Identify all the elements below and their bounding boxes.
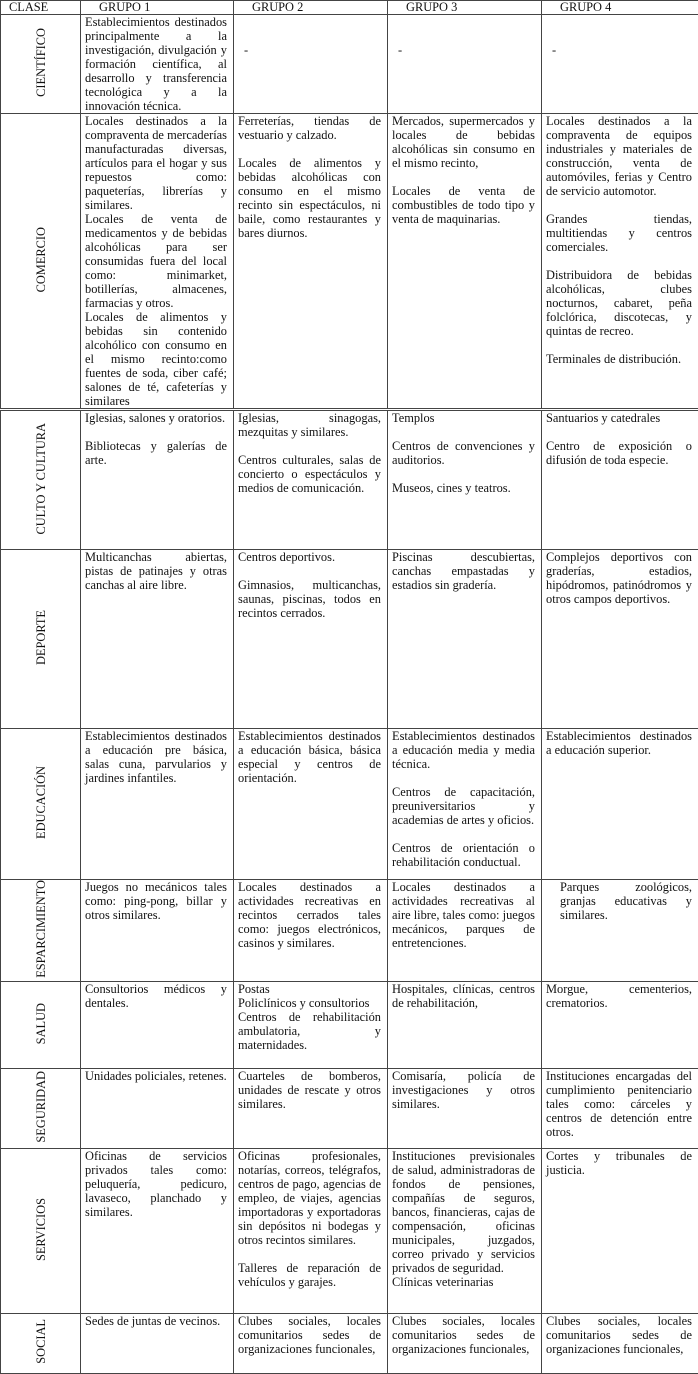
cell-paragraph: - [552, 43, 692, 57]
group-3-cell [388, 981, 542, 1068]
group-3-cell [388, 114, 542, 410]
cell-paragraph: Templos [392, 411, 535, 425]
cell-paragraph: Policlínicos y consultorios [238, 996, 381, 1010]
cell-paragraph: - [398, 43, 535, 57]
group-3-cell [388, 880, 542, 982]
class-cell [1, 880, 81, 982]
cell-paragraph: Establecimientos destinados principalmente a la investigación, divulgación y formación científica, al desarrollo y transferencia tecnológica y a la innovación técnica. [85, 15, 227, 113]
spacer [546, 254, 692, 268]
cell-paragraph: Parques zoológicos, granjas educativas y similares. [560, 880, 692, 922]
group-3-cell [388, 1148, 542, 1313]
table-row [1, 981, 698, 1068]
class-cell [1, 1068, 81, 1148]
cell-paragraph: Locales destinados a la compraventa de mercaderías manufacturadas diversas, artículos para el hogar y sus repuestos como: paqueterías, librerías y similares. [85, 114, 227, 212]
cell-paragraph: Locales de alimentos y bebidas sin contenido alcohólico con consumo en el mismo recinto:como fuentes de soda, ciber café; salones de té, cafeterías y similares [85, 310, 227, 408]
spacer [392, 467, 535, 481]
class-label: SALUD [34, 1003, 48, 1044]
cell-paragraph: Ferreterías, tiendas de vestuario y calzado. [238, 114, 381, 142]
header-row [1, 1, 698, 15]
class-cell [1, 1313, 81, 1373]
group-2-cell [234, 1068, 388, 1148]
table-row [1, 1148, 698, 1313]
class-label: COMERCIO [34, 227, 48, 292]
cell-paragraph: Establecimientos destinados a educación media y media técnica. [392, 729, 535, 771]
spacer [392, 771, 535, 785]
group-4-cell [542, 1068, 698, 1148]
class-label: DEPORTE [34, 610, 48, 665]
group-4-cell [542, 880, 698, 982]
cell-paragraph: Multicanchas abiertas, pistas de patinajes y otras canchas al aire libre. [85, 550, 227, 592]
class-label: ESPARCIMIENTO [34, 880, 48, 978]
cell-paragraph: Sedes de juntas de vecinos. [85, 1314, 227, 1328]
cell-paragraph: Instituciones previsionales de salud, administradoras de fondos de pensiones, compañías de seguros, bancos, financieras, cajas de compensación, oficinas municipales, juzgados, correo privado y servicios privados de seguridad. [392, 1149, 535, 1275]
table-row [1, 114, 698, 410]
cell-paragraph: Centros de rehabilitación ambulatoria, y maternidades. [238, 1010, 381, 1052]
class-cell [1, 550, 81, 729]
spacer [238, 142, 381, 156]
cell-paragraph: Unidades policiales, retenes. [85, 1069, 227, 1083]
group-4-cell [542, 981, 698, 1068]
table-row [1, 410, 698, 550]
cell-paragraph: Clínicas veterinarias [392, 1275, 535, 1289]
group-1-cell [81, 410, 234, 550]
group-4-cell [542, 1148, 698, 1313]
table-row [1, 550, 698, 729]
group-2-cell [234, 981, 388, 1068]
cell-paragraph: Centro de exposición o difusión de toda especie. [546, 439, 692, 467]
cell-paragraph: Locales de venta de medicamentos y de bebidas alcohólicas para ser consumidas fuera del local como: minimarket, botillerías, almacenes, farmacias y otros. [85, 212, 227, 310]
header-grupo-1: GRUPO 1 [81, 1, 234, 15]
cell-paragraph: Centros de capacitación, preuniversitarios y academias de artes y oficios. [392, 785, 535, 827]
spacer [238, 564, 381, 578]
group-3-cell [388, 1313, 542, 1373]
cell-paragraph: Cortes y tribunales de justicia. [546, 1149, 692, 1177]
class-label: CIENTÍFICO [34, 28, 48, 97]
class-label: SEGURIDAD [34, 1071, 48, 1143]
cell-paragraph: Clubes sociales, locales comunitarios sedes de organizaciones funcionales, [392, 1314, 535, 1356]
cell-paragraph: Instituciones encargadas del cumplimiento penitenciario tales como: cárceles y centros de detención entre otros. [546, 1069, 692, 1139]
group-1-cell [81, 729, 234, 880]
cell-paragraph: Locales destinados a actividades recreativas en recintos cerrados tales como: juegos electrónicos, casinos y similares. [238, 880, 381, 950]
group-3-cell [388, 410, 542, 550]
cell-paragraph: Postas [238, 982, 381, 996]
cell-paragraph: Locales de venta de combustibles de todo tipo y venta de maquinarias. [392, 184, 535, 226]
cell-paragraph: Oficinas profesionales, notarías, correos, telégrafos, centros de pago, agencias de empleo, de viajes, agencias importadoras y exportadoras sin depósitos ni bodegas y otros recintos similares. [238, 1149, 381, 1247]
class-label: SOCIAL [34, 1319, 48, 1364]
group-4-cell [542, 15, 698, 114]
cell-paragraph: Establecimientos destinados a educación superior. [546, 729, 692, 757]
spacer [392, 425, 535, 439]
cell-paragraph: Centros de orientación o rehabilitación conductual. [392, 841, 535, 869]
spacer [546, 425, 692, 439]
class-cell [1, 114, 81, 410]
group-1-cell [81, 880, 234, 982]
group-4-cell [542, 114, 698, 410]
spacer [238, 1247, 381, 1261]
cell-paragraph: Distribuidora de bebidas alcohólicas, clubes nocturnos, cabaret, peña folclórica, discotecas, y quintas de recreo. [546, 268, 692, 338]
header-clase: CLASE [1, 1, 81, 15]
table-row [1, 15, 698, 114]
spacer [546, 198, 692, 212]
class-cell [1, 729, 81, 880]
group-3-cell [388, 729, 542, 880]
class-cell [1, 1148, 81, 1313]
cell-paragraph: Terminales de distribución. [546, 352, 692, 366]
cell-paragraph: Mercados, supermercados y locales de bebidas alcohólicas sin consumo en el mismo recinto, [392, 114, 535, 170]
cell-paragraph: Museos, cines y teatros. [392, 481, 535, 495]
cell-paragraph: Consultorios médicos y dentales. [85, 982, 227, 1010]
group-2-cell [234, 729, 388, 880]
table-row [1, 880, 698, 982]
group-1-cell [81, 1313, 234, 1373]
table-row [1, 1313, 698, 1373]
cell-paragraph: Comisaría, policía de investigaciones y otros similares. [392, 1069, 535, 1111]
class-label: CULTO Y CULTURA [34, 423, 48, 535]
group-2-cell [234, 1313, 388, 1373]
cell-paragraph: Cuarteles de bomberos, unidades de rescate y otros similares. [238, 1069, 381, 1111]
cell-paragraph: Locales de alimentos y bebidas alcohólicas con consumo en el mismo recinto sin espectáculos, ni baile, como restaurantes y bares diurnos. [238, 156, 381, 240]
cell-paragraph: Complejos deportivos con graderías, estadios, hipódromos, patinódromos y otros campos deportivos. [546, 550, 692, 606]
spacer [392, 827, 535, 841]
cell-paragraph: Establecimientos destinados a educación básica, básica especial y centros de orientación. [238, 729, 381, 785]
cell-paragraph: Centros culturales, salas de concierto o espectáculos y medios de comunicación. [238, 453, 381, 495]
group-1-cell [81, 1068, 234, 1148]
cell-paragraph: Santuarios y catedrales [546, 411, 692, 425]
cell-paragraph: Locales destinados a la compraventa de equipos industriales y materiales de construcción, venta de automóviles, ferias y Centro de servicio automotor. [546, 114, 692, 198]
cell-paragraph: - [244, 43, 381, 57]
cell-paragraph: Bibliotecas y galerías de arte. [85, 439, 227, 467]
cell-paragraph: Iglesias, salones y oratorios. [85, 411, 227, 425]
spacer [238, 439, 381, 453]
group-2-cell [234, 15, 388, 114]
cell-paragraph: Morgue, cementerios, crematorios. [546, 982, 692, 1010]
group-1-cell [81, 114, 234, 410]
group-3-cell [388, 1068, 542, 1148]
cell-paragraph: Gimnasios, multicanchas, saunas, piscinas, todos en recintos cerrados. [238, 578, 381, 620]
group-2-cell [234, 550, 388, 729]
group-4-cell [542, 550, 698, 729]
cell-paragraph: Clubes sociales, locales comunitarios sedes de organizaciones funcionales, [238, 1314, 381, 1356]
group-4-cell [542, 729, 698, 880]
cell-paragraph: Centros de convenciones y auditorios. [392, 439, 535, 467]
class-label: EDUCACIÓN [34, 766, 48, 839]
header-grupo-3: GRUPO 3 [388, 1, 542, 15]
group-1-cell [81, 981, 234, 1068]
group-1-cell [81, 15, 234, 114]
group-1-cell [81, 1148, 234, 1313]
cell-paragraph: Clubes sociales, locales comunitarios sedes de organizaciones funcionales, [546, 1314, 692, 1356]
cell-paragraph: Iglesias, sinagogas, mezquitas y similares. [238, 411, 381, 439]
group-3-cell [388, 550, 542, 729]
class-label: SERVICIOS [34, 1198, 48, 1261]
cell-paragraph: Centros deportivos. [238, 550, 381, 564]
cell-paragraph: Establecimientos destinados a educación pre básica, salas cuna, parvularios y jardines infantiles. [85, 729, 227, 785]
cell-paragraph: Locales destinados a actividades recreativas al aire libre, tales como: juegos mecánicos, parques de entretenciones. [392, 880, 535, 950]
table-row [1, 729, 698, 880]
table-row [1, 1068, 698, 1148]
cell-paragraph: Grandes tiendas, multitiendas y centros comerciales. [546, 212, 692, 254]
spacer [392, 170, 535, 184]
class-cell [1, 15, 81, 114]
spacer [85, 425, 227, 439]
group-4-cell [542, 410, 698, 550]
group-2-cell [234, 880, 388, 982]
cell-paragraph: Oficinas de servicios privados tales como: peluquería, pedicuro, lavaseco, planchado y similares. [85, 1149, 227, 1219]
group-4-cell [542, 1313, 698, 1373]
group-2-cell [234, 114, 388, 410]
group-2-cell [234, 1148, 388, 1313]
header-grupo-4: GRUPO 4 [542, 1, 698, 15]
cell-paragraph: Piscinas descubiertas, canchas empastadas y estadios sin gradería. [392, 550, 535, 592]
cell-paragraph: Juegos no mecánicos tales como: ping-pong, billar y otros similares. [85, 880, 227, 922]
group-2-cell [234, 410, 388, 550]
group-1-cell [81, 550, 234, 729]
class-cell [1, 410, 81, 550]
spacer [546, 338, 692, 352]
class-cell [1, 981, 81, 1068]
header-grupo-2: GRUPO 2 [234, 1, 388, 15]
cell-paragraph: Talleres de reparación de vehículos y garajes. [238, 1261, 381, 1289]
group-3-cell [388, 15, 542, 114]
cell-paragraph: Hospitales, clínicas, centros de rehabilitación, [392, 982, 535, 1010]
